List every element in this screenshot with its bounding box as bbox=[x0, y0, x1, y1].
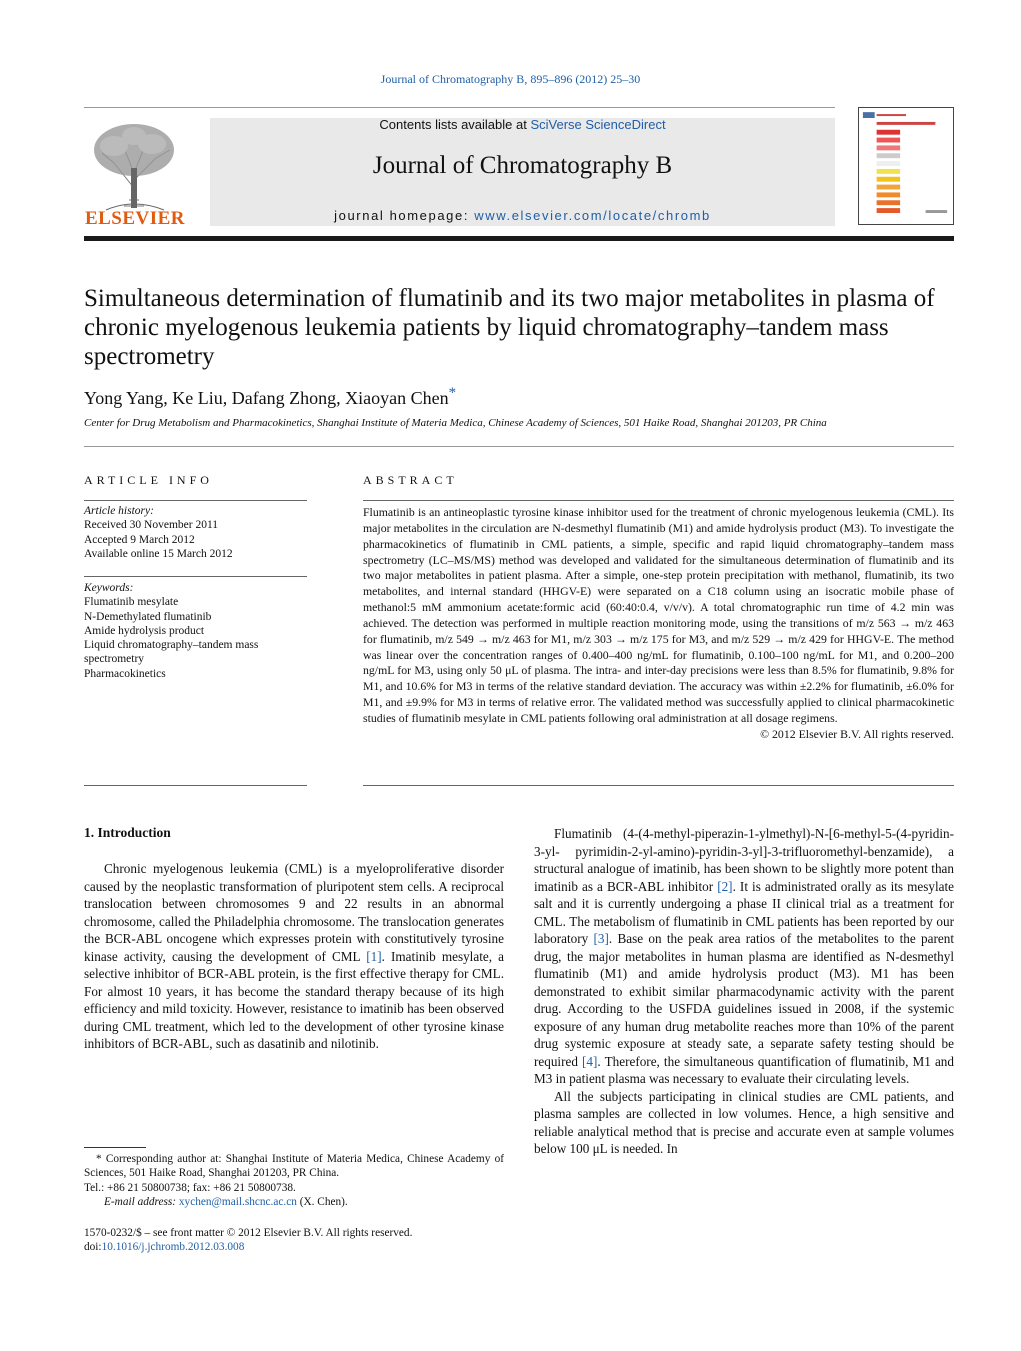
keyword: Flumatinib mesylate bbox=[84, 596, 179, 609]
divider bbox=[84, 500, 307, 501]
citation-link[interactable]: [3] bbox=[593, 931, 609, 946]
online-date: Available online 15 March 2012 bbox=[84, 547, 233, 560]
text-run: . It is administrated orally as its mesylate salt and it is currently undergoing a phase II clinical trial as a treatment for CML. The metabolism of flumatinib in CML patients has been reported by our laboratory bbox=[534, 878, 954, 946]
keywords-label: Keywords: bbox=[84, 582, 134, 594]
divider bbox=[363, 500, 954, 501]
front-matter bbox=[84, 1226, 504, 1255]
citation-link[interactable]: [1] bbox=[366, 948, 382, 964]
article-info-heading: ARTICLE INFO bbox=[84, 473, 213, 487]
contents-line bbox=[210, 117, 835, 132]
authors-text: Yong Yang, Ke Liu, Dafang Zhong, Xiaoyan Chen bbox=[84, 388, 449, 408]
header-top-rule bbox=[84, 107, 835, 108]
keyword: Pharmacokinetics bbox=[84, 667, 166, 680]
paragraph bbox=[84, 860, 504, 1053]
footnote-rule bbox=[84, 1147, 146, 1148]
article-title: Simultaneous determination of flumatinib and its two major metabolites in plasma of chronic myelogenous leukemia patients by liquid chromatography–tandem mass spectrometry bbox=[84, 285, 935, 370]
publisher-wordmark: ELSEVIER bbox=[84, 208, 186, 229]
journal-title: Journal of Chromatography B bbox=[372, 152, 673, 179]
issn-line: 1570-0232/$ – see front matter © 2012 Elsevier B.V. All rights reserved. bbox=[84, 1227, 413, 1239]
sciencedirect-link[interactable]: SciVerse ScienceDirect bbox=[530, 117, 666, 132]
text-run: . Imatinib mesylate, a selective inhibitor of BCR-ABL protein, is the first effective therapy for CML. For almost 10 years, it has become the standard therapy because of its high efficiency and mild toxicity. However, resistance to imatinib has been observed during CML treatment, which led to the development of other tyrosine kinase inhibitors of BCR-ABL, such as dasatinib and nilotinib. bbox=[84, 948, 504, 1051]
doi-prefix: doi: bbox=[84, 1241, 102, 1254]
received-date: Received 30 November 2011 bbox=[84, 519, 219, 532]
corresponding-author-footnote bbox=[84, 1152, 504, 1209]
body-column-left bbox=[84, 860, 504, 1053]
divider bbox=[84, 446, 954, 447]
text-run: . Therefore, the simultaneous quantification of flumatinib, M1 and M3 in patient plasma was necessary to evaluate their circulating levels. bbox=[534, 1053, 954, 1086]
section-heading-introduction: 1. Introduction bbox=[84, 825, 171, 840]
homepage-line bbox=[210, 208, 835, 223]
author-list bbox=[84, 385, 954, 409]
divider bbox=[84, 576, 307, 577]
abstract-body bbox=[363, 505, 954, 743]
journal-cover-thumbnail bbox=[858, 107, 954, 225]
keyword: Amide hydrolysis product bbox=[84, 624, 205, 637]
corresponding-author-mark[interactable]: * bbox=[448, 385, 457, 401]
homepage-link[interactable]: www.elsevier.com/locate/chromb bbox=[474, 208, 711, 223]
homepage-prefix: journal homepage: bbox=[334, 208, 475, 223]
keyword: N-Demethylated flumatinib bbox=[84, 610, 212, 623]
journal-reference[interactable]: Journal of Chromatography B, 895–896 (2012) 25–30 bbox=[380, 72, 641, 86]
email-suffix: (X. Chen). bbox=[296, 1195, 348, 1208]
text-run: Chronic myelogenous leukemia (CML) is a myeloproliferative disorder caused by the neoplastic transformation of pluripotent stem cells. A reciprocal translocation between chromosomes 9 and 22 results in an abnormal chromosome, called the Philadelphia chromosome. The translocation generates the BCR-ABL oncogene which expresses protein with constitutively tyrosine kinase activity, causing the development of CML bbox=[84, 861, 504, 964]
citation-link[interactable]: [4] bbox=[582, 1053, 598, 1069]
footnote-address: * Corresponding author at: Shanghai Institute of Materia Medica, Chinese Academy of Sciences, 501 Haike Road, Shanghai 201203, PR China. bbox=[84, 1153, 504, 1180]
keywords-block bbox=[84, 581, 307, 681]
footnote-phone: Tel.: +86 21 50800738; fax: +86 21 50800738. bbox=[84, 1181, 296, 1194]
text-run: . Base on the peak area ratios of the metabolites to the parent drug, the major metabolites in human plasma are identified as N-desmethyl flumatinib (M1) and amide hydrolysis product (M3). M1 has been demonstrated to exhibit similar pharmacodynamic activity with the parent drug. According to the USFDA guidelines issued in 2008, if the systemic exposure of any human drug metabolite reaches more than 10% of the parent drug systemic exposure at steady sate, a separate safety testing should be required bbox=[534, 931, 954, 1069]
abstract-heading: ABSTRACT bbox=[363, 473, 458, 487]
article-history bbox=[84, 504, 307, 561]
divider bbox=[363, 785, 954, 786]
history-label: Article history: bbox=[84, 505, 154, 517]
paragraph bbox=[534, 825, 954, 1088]
citation-link[interactable]: [2] bbox=[717, 878, 733, 894]
paragraph: All the subjects participating in clinical studies are CML patients, and plasma samples are collected in low volumes. Hence, a high sensitive and reliable analytical method that is precise and accurate even at sample volumes below 100 μL is needed. In bbox=[534, 1088, 954, 1156]
accepted-date: Accepted 9 March 2012 bbox=[84, 533, 195, 546]
doi-link[interactable]: 10.1016/j.jchromb.2012.03.008 bbox=[101, 1241, 245, 1254]
affiliation: Center for Drug Metabolism and Pharmacokinetics, Shanghai Institute of Materia Medica, Chinese Academy of Sciences, 501 Haike Road, Shanghai 201203, PR China bbox=[84, 417, 827, 429]
email-link[interactable]: xychen@mail.shcnc.ac.cn bbox=[178, 1195, 297, 1208]
email-label: E-mail address: bbox=[104, 1195, 179, 1208]
divider bbox=[84, 785, 307, 786]
keyword: Liquid chromatography–tandem mass spectrometry bbox=[84, 639, 259, 666]
contents-prefix: Contents lists available at bbox=[379, 117, 531, 132]
header-thick-rule bbox=[84, 236, 954, 241]
body-column-right bbox=[534, 825, 954, 1158]
text-run: Flumatinib (4-(4-methyl-piperazin-1-ylmethyl)-N-[6-methyl-5-(4-pyridin-3-yl- pyrimidin-2-yl-amino)-pyridin-3-yl]-3-trifluoromethyl-benzamide), a structural analogue of imatinib, has been shown to be slightly more potent than imatinib as a BCR-ABL inhibitor bbox=[534, 826, 954, 894]
abstract-copyright: © 2012 Elsevier B.V. All rights reserved. bbox=[760, 726, 954, 741]
abstract-text: Flumatinib is an antineoplastic tyrosine kinase inhibitor used for the treatment of chronic myelogenous leukemia (CML). Its major metabolites in the circulation are N-desmethyl flumatinib (M1) and amide hydrolysis product (M3). To investigate the pharmacokinetics of flumatinib in CML patients, a simple, specific and rapid liquid chromatography–tandem mass spectrometry (LC–MS/MS) method was developed and validated for the simultaneous determination of flumatinib and its two major metabolites in patient plasma. After a simple, one-step protein precipitation with methanol, flumatinib, its two metabolites, and internal standard (HHGV-E) were separated on a C18 column using an isocratic mobile phase of methanol:5 mM ammonium acetate:formic acid (60:40:0.4, v/v/v). A total chromatographic run time of 4.2 min was achieved. The detection was performed in multiple reaction monitoring mode, using the transitions of m/z 563 → m/z 463 for flumatinib, m/z 549 → m/z 463 for M1, m/z 303 → m/z 175 for M3, and m/z 529 → m/z 429 for HHGV-E. The method was linear over the concentration ranges of 0.400–400 ng/mL for flumatinib, 0.100–100 ng/mL for M1, and 0.200–200 ng/mL for M3, using only 50 μL of plasma. The intra- and inter-day precisions were less than 8.5% for flumatinib, 9.8% for M1, and 10.6% for M3 in terms of the relative standard deviation. The accuracy was within ±2.2% for flumatinib, ±6.0% for M1, and ±9.9% for M3 in terms of relative error. The validated method was successfully applied to clinical pharmacokinetic studies of flumatinib mesylate in CML patients following oral administration at all dosage regimens. bbox=[363, 505, 954, 725]
